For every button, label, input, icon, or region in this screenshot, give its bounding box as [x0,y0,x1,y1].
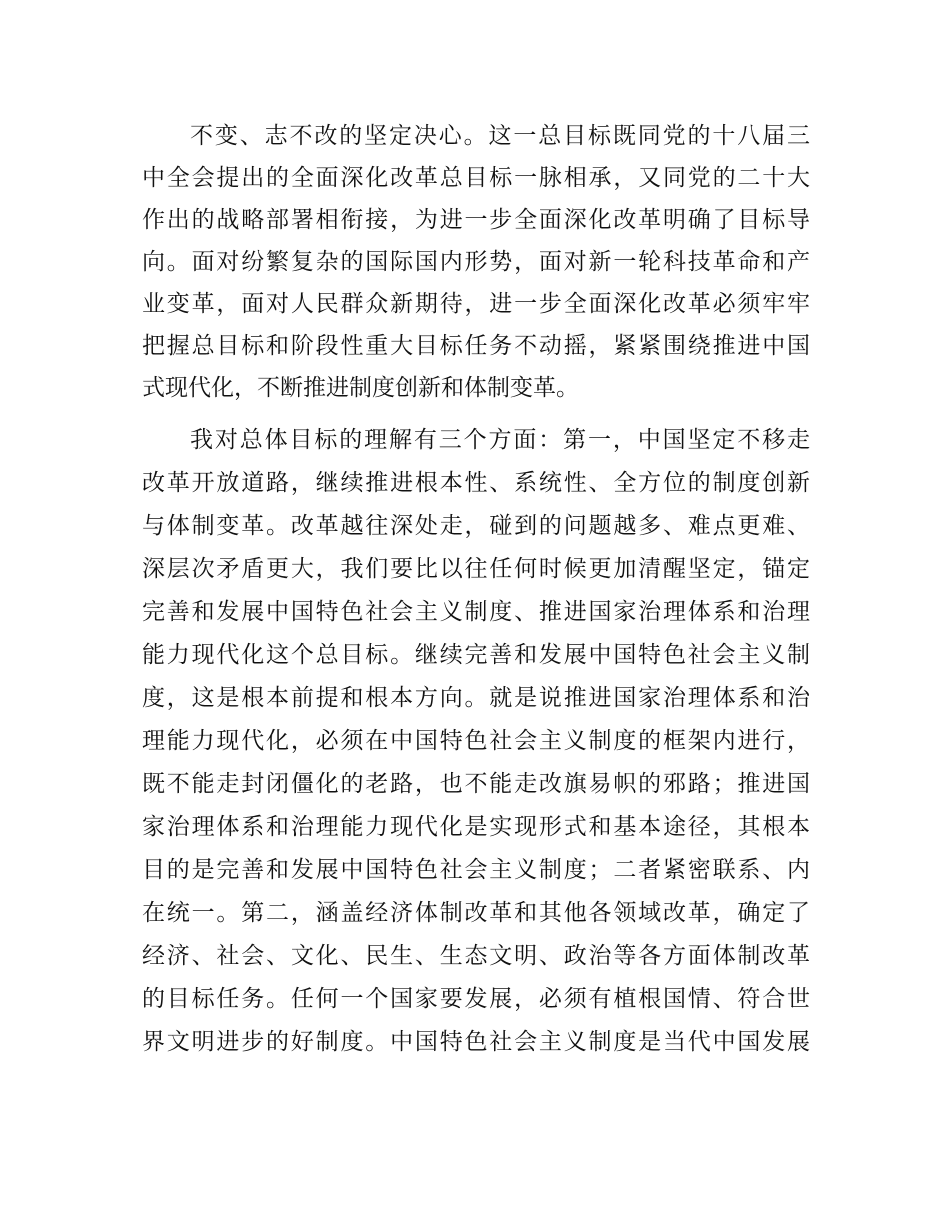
paragraph-2-line-10: 家治理体系和治理能力现代化是实现形式和基本途径，其根本 [142,814,810,840]
paragraph-2-line-2: 改革开放道路，继续推进根本性、系统性、全方位的制度创新 [142,470,810,496]
paragraph-2-line-4: 深层次矛盾更大，我们要比以往任何时候更加清醒坚定，锚定 [142,556,810,582]
paragraph-2-line-14: 的目标任务。任何一个国家要发展，必须有植根国情、符合世 [142,986,810,1012]
paragraph-2-line-5: 完善和发展中国特色社会主义制度、推进国家治理体系和治理 [142,599,810,625]
paragraph-1-line-3: 作出的战略部署相衔接，为进一步全面深化改革明确了目标导 [142,207,810,233]
paragraph-1-line-1: 不变、志不改的坚定决心。这一总目标既同党的十八届三 [190,123,810,149]
paragraph-2-line-3: 与体制变革。改革越往深处走，碰到的问题越多、难点更难、 [142,513,810,539]
paragraph-1-line-6: 把握总目标和阶段性重大目标任务不动摇，紧紧围绕推进中国 [142,333,810,359]
paragraph-1-line-2: 中全会提出的全面深化改革总目标一脉相承，又同党的二十大 [142,165,810,191]
paragraph-2-line-1: 我对总体目标的理解有三个方面：第一，中国坚定不移走 [190,427,810,453]
paragraph-2-line-11: 目的是完善和发展中国特色社会主义制度；二者紧密联系、内 [142,857,810,883]
paragraph-2-line-15: 界文明进步的好制度。中国特色社会主义制度是当代中国发展 [142,1029,810,1055]
paragraph-1-line-7: 式现代化，不断推进制度创新和体制变革。 [142,375,579,401]
paragraph-2-line-12: 在统一。第二，涵盖经济体制改革和其他各领域改革，确定了 [142,900,810,926]
paragraph-2-line-6: 能力现代化这个总目标。继续完善和发展中国特色社会主义制 [142,642,810,668]
paragraph-2-line-9: 既不能走封闭僵化的老路，也不能走改旗易帜的邪路；推进国 [142,771,810,797]
paragraph-1-line-4: 向。面对纷繁复杂的国际国内形势，面对新一轮科技革命和产 [142,249,810,275]
paragraph-2-line-8: 理能力现代化，必须在中国特色社会主义制度的框架内进行， [142,728,810,754]
paragraph-2-line-7: 度，这是根本前提和根本方向。就是说推进国家治理体系和治 [142,685,810,711]
paragraph-2-line-13: 经济、社会、文化、民生、生态文明、政治等各方面体制改革 [142,943,810,969]
paragraph-1-line-5: 业变革，面对人民群众新期待，进一步全面深化改革必须牢牢 [142,291,810,317]
